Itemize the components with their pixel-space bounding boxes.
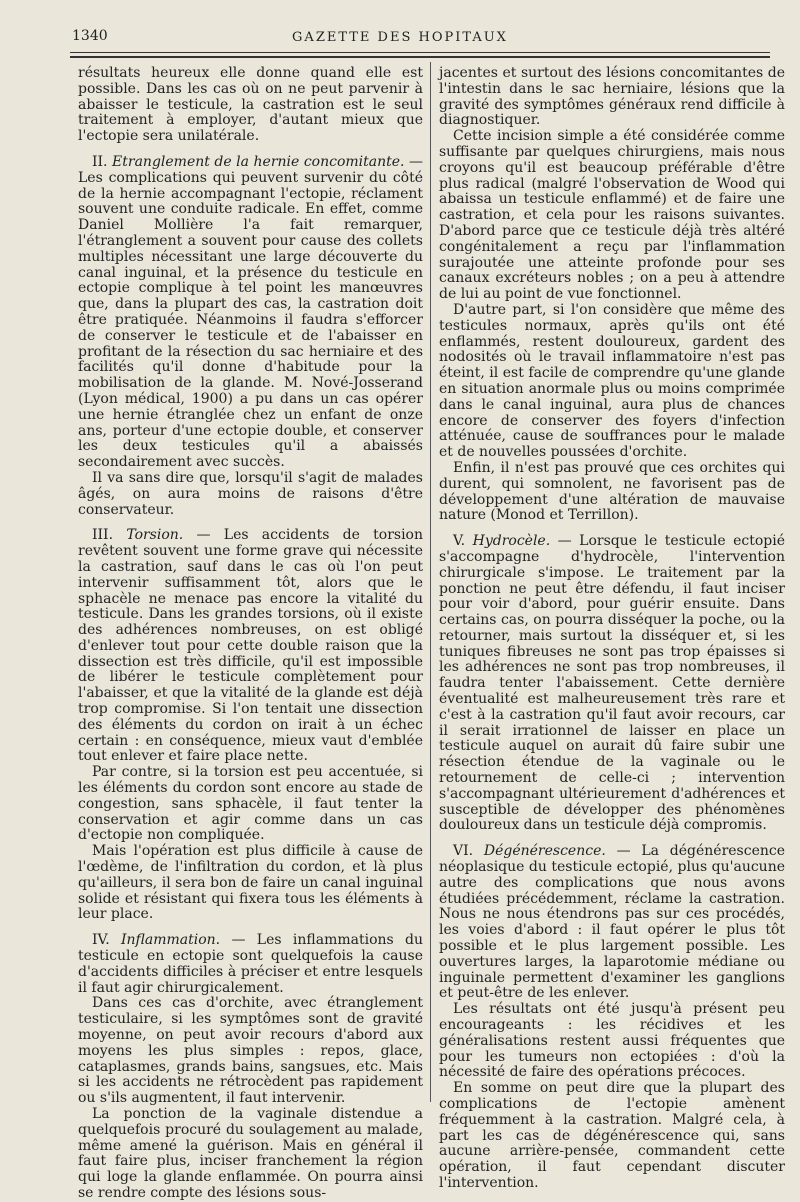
paragraph: La ponction de la vaginale distendue a quelquefois procuré du soulagement au malade, même amené la guérison. Mais en général il faut faire plus, inciser franchement la région qui loge la glande enflammée. On pourra ainsi se rendre compte des lésions sous- xyxy=(78,1106,423,1201)
paragraph: Il va sans dire que, lorsqu'il s'agit de malades âgés, on aura moins de raisons d'être conservateur. xyxy=(78,469,423,518)
section-paragraph xyxy=(78,933,423,996)
section-title: Hydrocèle. xyxy=(472,533,551,550)
section-number: V. xyxy=(453,533,466,550)
running-title: GAZETTE DES HOPITAUX xyxy=(292,30,508,45)
right-column xyxy=(439,66,785,1192)
section-paragraph xyxy=(439,844,785,1002)
paragraph: Enfin, il n'est pas prouvé que ces orchites qui durent, qui somnolent, ne favorisent pas de développement d'une altération de mauvaise nature (Monod et Terrillon). xyxy=(439,459,785,524)
section-number: II. xyxy=(92,153,108,170)
paragraph: jacentes et surtout des lésions concomitantes de l'intestin dans le sac herniaire, lésions que la gravité des symptômes généraux rend difficile à diagnostiquer. xyxy=(439,65,785,129)
paragraph: Cette incision simple a été considérée comme suffisante par quelques chirurgiens, mais nous croyons qu'il est beaucoup préférable d'être plus radical (malgré l'observation de Wood qui abaissa un testicule enflammé) et de faire une castration, et cela pour les raisons suivantes. D'abord parce que ce testicule déjà très altéré congénitalement a reçu par l'inflammation surajoutée une atteinte profonde pour ses canaux excréteurs nobles ; on a peu à attendre de lui au point de vue fonctionnel. xyxy=(439,128,785,303)
header-rule xyxy=(70,52,770,53)
column-divider xyxy=(430,62,431,1102)
header-rule-thick xyxy=(70,56,770,58)
section-paragraph xyxy=(78,528,423,765)
section-paragraph xyxy=(439,534,785,834)
section-title: Torsion. xyxy=(126,527,184,544)
section-paragraph xyxy=(78,155,423,471)
section-number: III. xyxy=(92,527,114,544)
section-text: — La dégénérescence néoplasique du testicule ectopié, plus qu'aucune autre des complications que nous avons étudiées précédemment, réclame la castration. Nous ne nous étendrons pas sur ces procédés, les voies d'abord : il faut opérer le plus tôt possible et le plus largement possible. Les ouvertures larges, la laparotomie médiane ou inguinale permettent d'examiner les ganglions et peut-être de les enlever. xyxy=(439,843,785,1002)
section-text: — Les inflammations du testicule en ectopie sont quelquefois la cause d'accidents difficiles à préciser et entre lesquels il faut agir chirurgicalement. xyxy=(78,932,424,996)
section-text: — Lorsque le testicule ectopié s'accompagne d'hydrocèle, l'intervention chirurgicale s'impose. Le traitement par la ponction ne peut être défendu, il faut inciser pour voir d'abord, pour guérir ensuite. Dans certains cas, on pourra disséquer la poche, ou la retourner, mais surtout la disséquer et, si les tuniques fibreuses ne sont pas trop épaisses si les adhérences ne sont pas trop nombreuses, il faudra tenter l'abaissement. Cette dernière éventualité est malheureusement très rare et c'est à la castration qu'il faut avoir recours, car il serait irrationnel de laisser en place un testicule auquel on aurait dû faire subir une résection étendue de la vaginale ou le retournement de celle-ci ; intervention s'accompagnant ultérieurement d'adhérences et susceptible de développer des phénomènes douloureux dans un testicule déjà compromis. xyxy=(439,533,785,834)
section-title: Inflammation. xyxy=(121,932,221,949)
page-number: 1340 xyxy=(72,28,108,44)
paragraph: Dans ces cas d'orchite, avec étranglement testiculaire, si les symptômes sont de gravité moyenne, on peut avoir recours d'abord aux moyens les plus simples : repos, glace, cataplasmes, grands bains, sangsues, etc. Mais si les accidents ne rétrocèdent pas rapidement ou s'ils augmentent, il faut intervenir. xyxy=(78,995,423,1107)
paragraph: Mais l'opération est plus difficile à cause de l'œdème, de l'infiltration du cordon, et là plus qu'ailleurs, il sera bon de faire un canal inguinal solide et résistant qui fixera tous les éléments à leur place. xyxy=(78,843,423,923)
paragraph: D'autre part, si l'on considère que même des testicules normaux, après qu'ils ont été enflammés, restent douloureux, gardent des nodosités où le travail inflammatoire n'est pas éteint, il est facile de comprendre qu'une glande en situation anormale plus ou moins comprimée dans le canal inguinal, aura plus de chances encore de conserver des foyers d'infection atténuée, cause de souffrances pour le malade et de nouvelles poussées d'orchite. xyxy=(439,301,785,461)
page-header xyxy=(0,28,800,52)
section-text: — Les accidents de torsion revêtent souvent une forme grave qui nécessite la castration, sauf dans le cas où l'on peut intervenir suffisamment tôt, alors que le sphacèle ne menace pas encore la vitalité du testicule. Dans les grandes torsions, où il existe des adhérences nombreuses, on est obligé d'enlever tout pour cette double raison que la dissection est très difficile, qu'il est impossible de libérer le testicule complètement pour l'abaisser, et que la vitalité de la glande est déjà trop compromise. Si l'on tentait une dissection des éléments du cordon on irait à un échec certain : en conséquence, mieux vaut d'emblée tout enlever et faire place nette. xyxy=(78,527,423,765)
section-title: Dégénérescence. xyxy=(483,843,606,860)
section-number: VI. xyxy=(453,843,474,860)
section-text: — Les complications qui peuvent survenir du côté de la hernie accompagnant l'ectopie, réclament souvent une conduite radicale. En effet, comme Daniel Mollière l'a fait remarquer, l'étranglement a souvent pour cause des collets multiples nécessitant une large découverte du canal inguinal, et la présence du testicule en ectopie complique à tel point les manœuvres que, dans la plupart des cas, la castration doit être pratiquée. Néanmoins il faudra s'efforcer de conserver le testicule et de l'abaisser en profitant de la résection du sac herniaire et des facilités qu'il donne d'habitude pour la mobilisation de la glande. M. Nové-Josserand (Lyon médical, 1900) a pu dans un cas opérer une hernie étranglée chez un enfant de onze ans, porteur d'une ectopie double, et conserver les deux testicules qu'il a abaissés secondairement avec succès. xyxy=(78,153,424,471)
section-number: IV. xyxy=(92,932,110,949)
paragraph: résultats heureux elle donne quand elle est possible. Dans les cas où on ne peut parvenir à abaisser le testicule, la castration est le seul traitement à employer, d'autant mieux que l'ectopie sera unilatérale. xyxy=(78,65,423,145)
section-title: Etranglement de la hernie concomitante. xyxy=(112,153,405,170)
paragraph: Par contre, si la torsion est peu accentuée, si les éléments du cordon sont encore au stade de congestion, sans sphacèle, il faut tenter la conservation et agir comme dans un cas d'ectopie non compliquée. xyxy=(78,764,423,844)
left-column xyxy=(78,66,423,1202)
paragraph: Les résultats ont été jusqu'à présent peu encourageants : les récidives et les généralisations restent aussi fréquentes que pour les tumeurs non ectopiées : d'où la nécessité de faire des opérations précoces. xyxy=(439,1001,785,1081)
paragraph: En somme on peut dire que la plupart des complications de l'ectopie amènent fréquemment à la castration. Malgré cela, à part les cas de dégénérescence qui, sans aucune arrière-pensée, commandent cette opération, il faut cependant discuter l'intervention. xyxy=(439,1080,785,1191)
